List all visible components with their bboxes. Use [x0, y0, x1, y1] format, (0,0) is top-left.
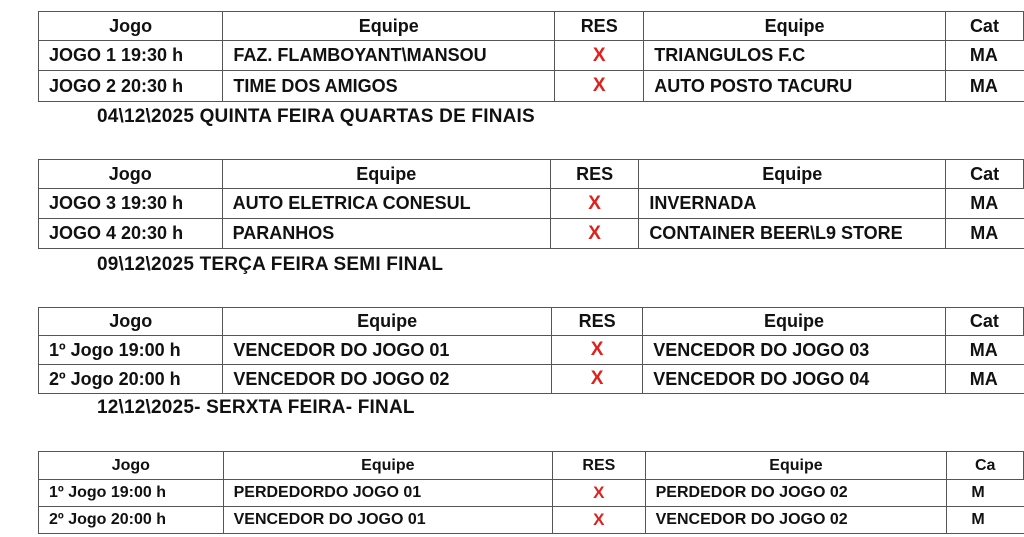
category-cell: M [947, 480, 1024, 507]
header-game-cell: Jogo [39, 12, 223, 41]
table-row [39, 189, 1024, 219]
header-result-cell: RES [555, 12, 644, 41]
table-header-row [39, 12, 1024, 41]
table-row [39, 41, 1024, 71]
header-result-cell: RES [550, 160, 638, 189]
away-team-cell: AUTO POSTO TACURU [644, 71, 946, 102]
match-table-4 [38, 451, 1024, 534]
header-result-cell: RES [551, 308, 642, 336]
game-cell: 2º Jogo 20:00 h [39, 507, 224, 534]
result-cell: X [553, 507, 646, 534]
away-team-cell: PERDEDOR DO JOGO 02 [645, 480, 947, 507]
away-team-cell: CONTAINER BEER\L9 STORE [639, 219, 946, 249]
home-team-cell: VENCEDOR DO JOGO 02 [223, 365, 552, 394]
table-row [39, 336, 1024, 365]
category-cell: MA [946, 189, 1024, 219]
game-cell: 1º Jogo 19:00 h [39, 480, 224, 507]
away-team-cell: VENCEDOR DO JOGO 02 [645, 507, 947, 534]
table-header-row [39, 308, 1024, 336]
header-category-cell: Cat [945, 12, 1023, 41]
header-game-cell: Jogo [39, 160, 223, 189]
home-team-cell: PERDEDORDO JOGO 01 [223, 480, 553, 507]
category-cell: MA [945, 336, 1023, 365]
home-team-cell: VENCEDOR DO JOGO 01 [223, 507, 553, 534]
header-home-team-cell: Equipe [223, 12, 555, 41]
game-cell: 2º Jogo 20:00 h [39, 365, 223, 394]
header-home-team-cell: Equipe [223, 308, 552, 336]
final-title: 12\12\2025- SERXTA FEIRA- FINAL [97, 397, 415, 418]
match-table-2 [38, 159, 1024, 249]
table-row [39, 219, 1024, 249]
table-row [39, 365, 1024, 394]
match-table-3 [38, 307, 1024, 394]
category-cell: MA [945, 71, 1023, 102]
header-result-cell: RES [553, 452, 646, 480]
header-home-team-cell: Equipe [222, 160, 550, 189]
away-team-cell: INVERNADA [639, 189, 946, 219]
result-cell: X [550, 219, 638, 249]
category-cell: MA [946, 219, 1024, 249]
result-cell: X [550, 189, 638, 219]
table-header-row [39, 452, 1024, 480]
away-team-cell: VENCEDOR DO JOGO 04 [643, 365, 946, 394]
result-cell: X [555, 71, 644, 102]
category-cell: M [947, 507, 1024, 534]
semifinal-title: 09\12\2025 TERÇA FEIRA SEMI FINAL [97, 254, 444, 275]
game-cell: JOGO 3 19:30 h [39, 189, 223, 219]
home-team-cell: VENCEDOR DO JOGO 01 [223, 336, 552, 365]
result-cell: X [553, 480, 646, 507]
category-cell: MA [945, 41, 1023, 71]
header-category-cell: Cat [945, 308, 1023, 336]
header-away-team-cell: Equipe [639, 160, 946, 189]
table-row [39, 71, 1024, 102]
home-team-cell: PARANHOS [222, 219, 550, 249]
away-team-cell: TRIANGULOS F.C [644, 41, 946, 71]
game-cell: JOGO 4 20:30 h [39, 219, 223, 249]
result-cell: X [551, 336, 642, 365]
away-team-cell: VENCEDOR DO JOGO 03 [643, 336, 946, 365]
quarterfinal-title: 04\12\2025 QUINTA FEIRA QUARTAS DE FINAIS [97, 106, 535, 127]
header-game-cell: Jogo [39, 308, 223, 336]
home-team-cell: AUTO ELETRICA CONESUL [222, 189, 550, 219]
header-away-team-cell: Equipe [645, 452, 947, 480]
game-cell: 1º Jogo 19:00 h [39, 336, 223, 365]
header-away-team-cell: Equipe [644, 12, 946, 41]
result-cell: X [551, 365, 642, 394]
game-cell: JOGO 2 20:30 h [39, 71, 223, 102]
header-category-cell: Cat [946, 160, 1024, 189]
table-header-row [39, 160, 1024, 189]
result-cell: X [555, 41, 644, 71]
header-category-cell: Ca [947, 452, 1024, 480]
home-team-cell: FAZ. FLAMBOYANT\MANSOU [223, 41, 555, 71]
category-cell: MA [945, 365, 1023, 394]
header-away-team-cell: Equipe [643, 308, 946, 336]
match-table-1 [38, 11, 1024, 102]
header-game-cell: Jogo [39, 452, 224, 480]
header-home-team-cell: Equipe [223, 452, 553, 480]
home-team-cell: TIME DOS AMIGOS [223, 71, 555, 102]
game-cell: JOGO 1 19:30 h [39, 41, 223, 71]
table-row [39, 507, 1024, 534]
table-row [39, 480, 1024, 507]
